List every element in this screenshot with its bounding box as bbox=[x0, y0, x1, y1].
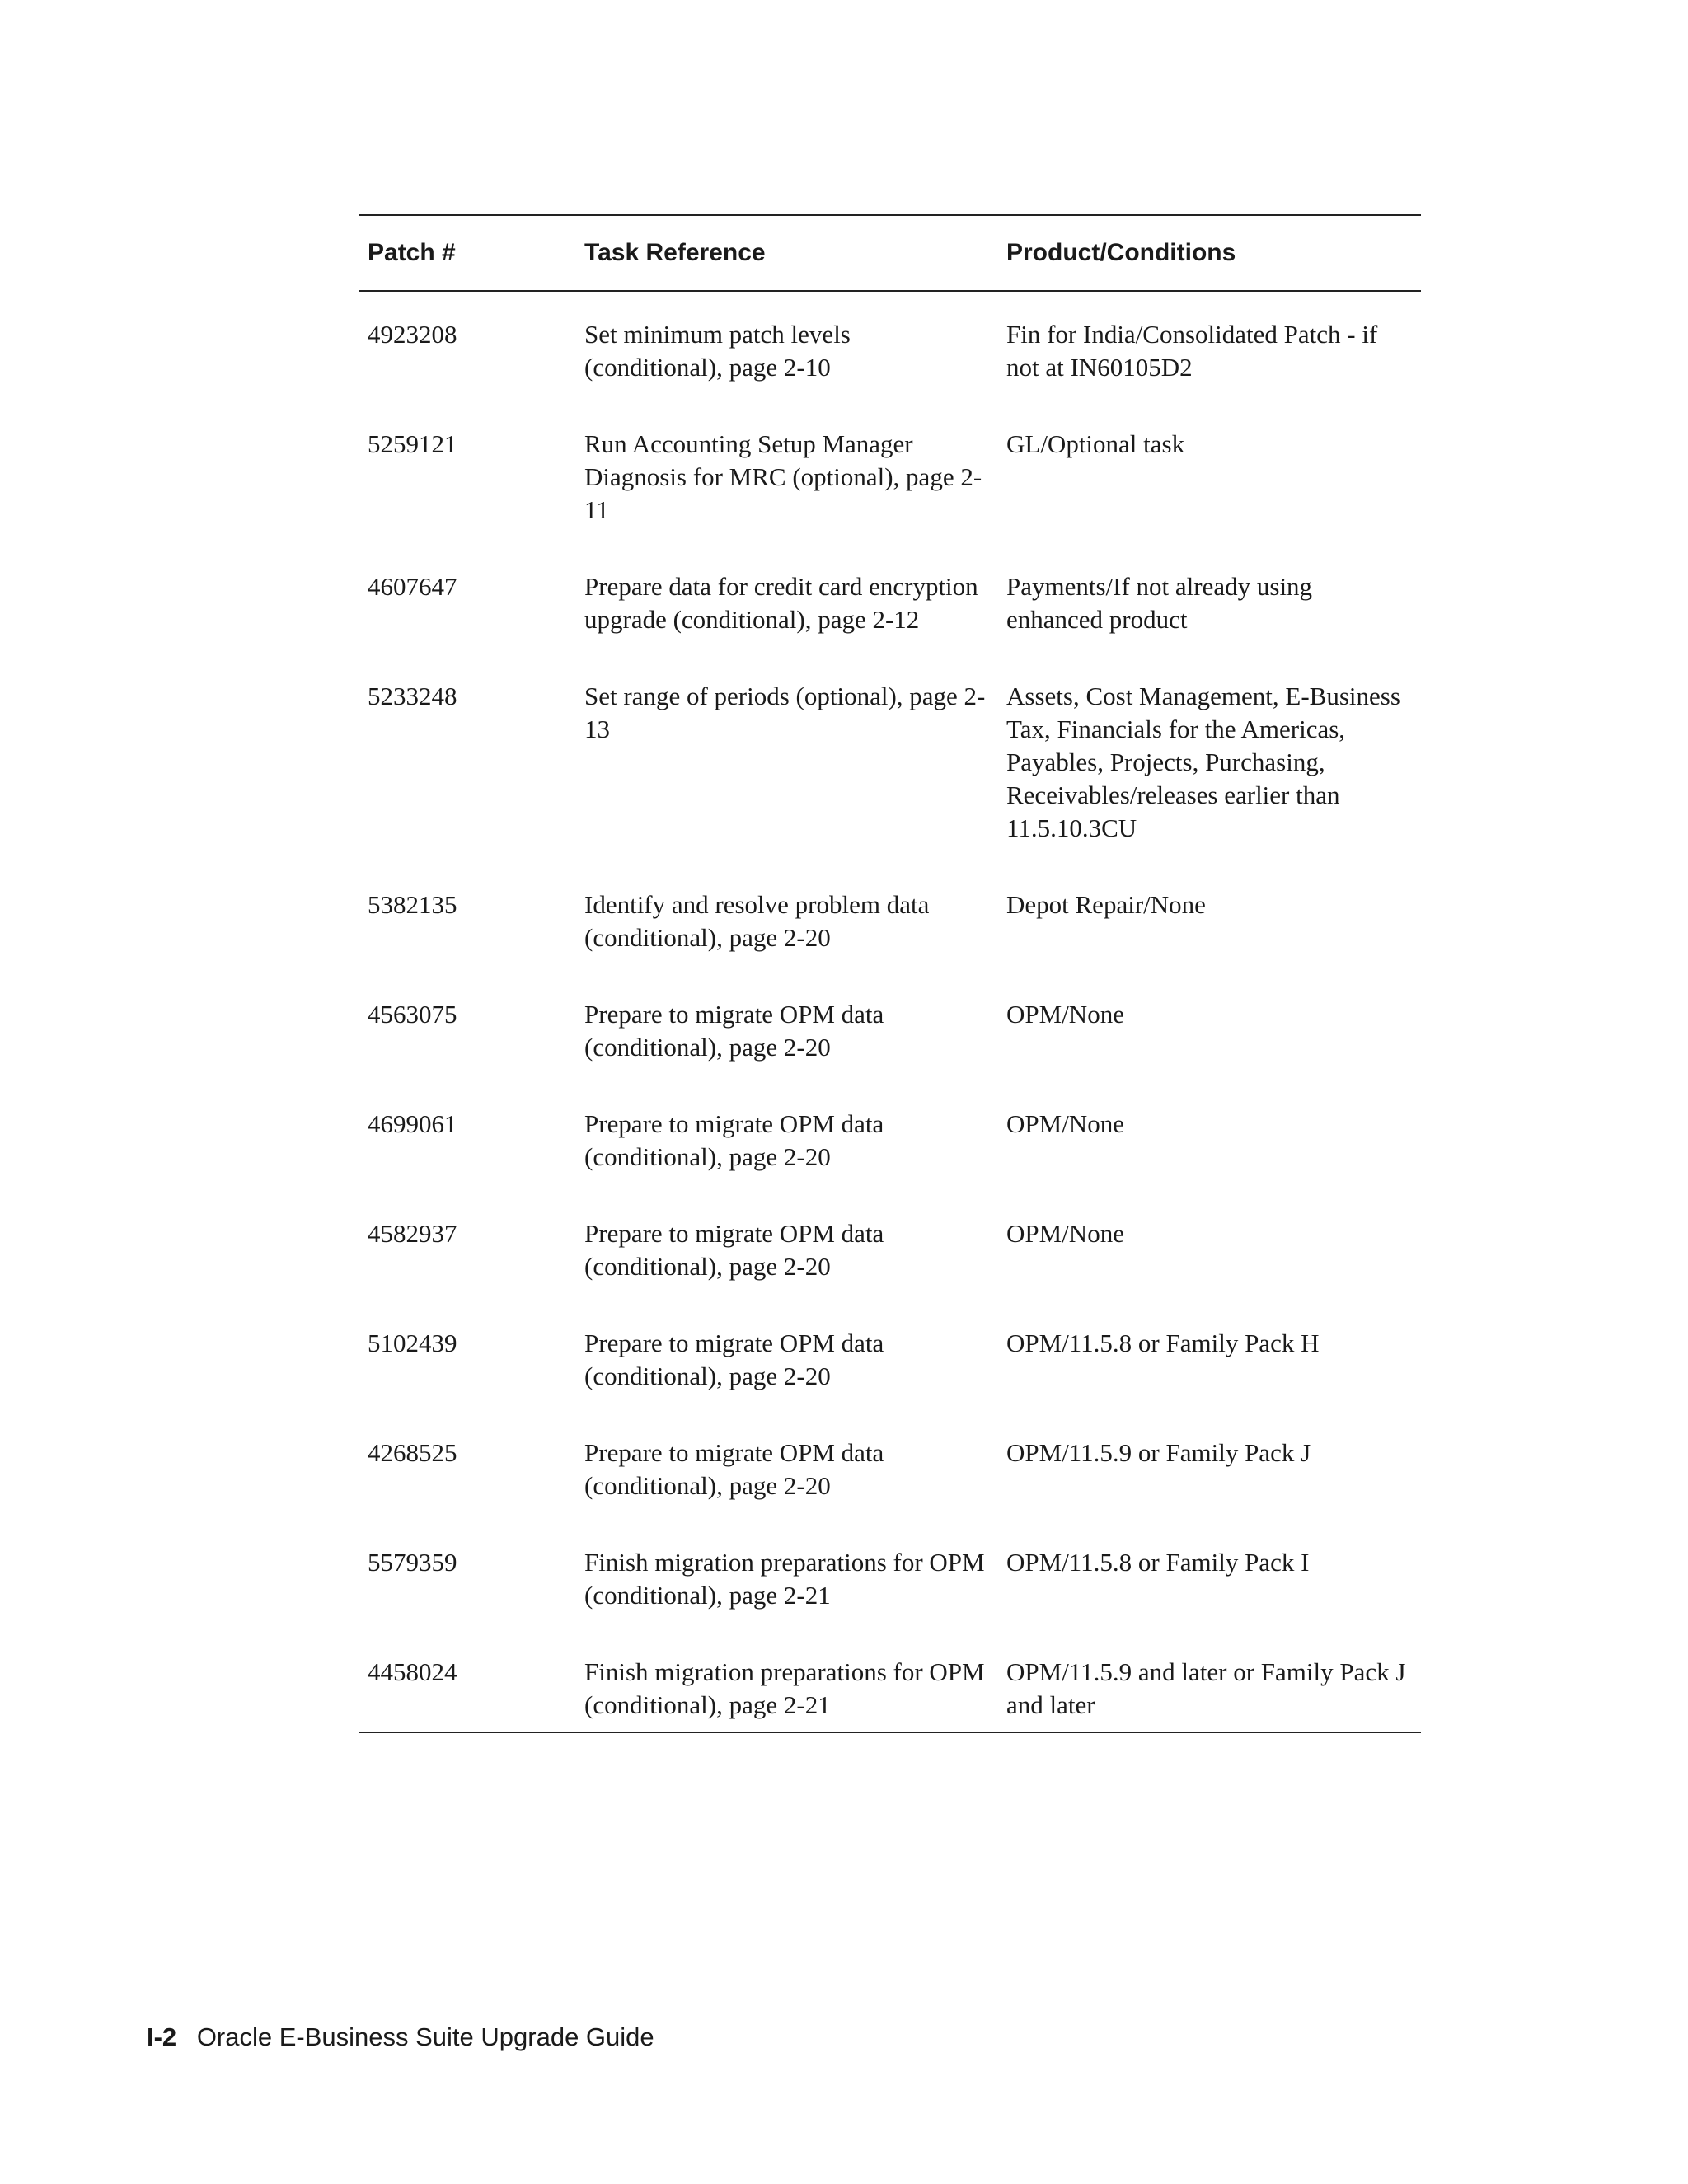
table-body bbox=[359, 292, 1421, 1732]
patch-number-cell: 4582937 bbox=[368, 1219, 457, 1248]
product-conditions-cell: OPM/11.5.8 or Family Pack H bbox=[1006, 1329, 1320, 1357]
table-row bbox=[359, 1217, 1421, 1283]
task-reference-link[interactable]: Set minimum patch levels (conditional), page 2-10 bbox=[584, 320, 851, 382]
task-reference-link[interactable]: Identify and resolve problem data (conditional), page 2-20 bbox=[584, 890, 930, 952]
page-footer bbox=[147, 2022, 654, 2052]
task-reference-link[interactable]: Prepare to migrate OPM data (conditional), page 2-20 bbox=[584, 1109, 884, 1171]
table-row bbox=[359, 998, 1421, 1064]
product-conditions-cell: Payments/If not already using enhanced product bbox=[1006, 572, 1313, 634]
header-task-reference: Task Reference bbox=[584, 239, 766, 266]
table-row bbox=[359, 1108, 1421, 1174]
header-product-conditions: Product/Conditions bbox=[1006, 239, 1236, 266]
table-row bbox=[359, 318, 1421, 384]
task-reference-link[interactable]: Finish migration preparations for OPM (conditional), page 2-21 bbox=[584, 1657, 985, 1719]
patch-table bbox=[359, 214, 1421, 1733]
patch-number-cell: 5233248 bbox=[368, 682, 457, 710]
table-row bbox=[359, 1656, 1421, 1722]
product-conditions-cell: OPM/11.5.9 or Family Pack J bbox=[1006, 1438, 1311, 1467]
product-conditions-cell: OPM/None bbox=[1006, 1109, 1124, 1138]
patch-number-cell: 4923208 bbox=[368, 320, 457, 349]
table-row bbox=[359, 680, 1421, 845]
table-bottom-rule bbox=[359, 1732, 1421, 1733]
table-row bbox=[359, 570, 1421, 636]
product-conditions-cell: OPM/None bbox=[1006, 1219, 1124, 1248]
patch-number-cell: 5102439 bbox=[368, 1329, 457, 1357]
patch-number-cell: 4699061 bbox=[368, 1109, 457, 1138]
page-number: I-2 bbox=[147, 2022, 177, 2051]
table-row bbox=[359, 1327, 1421, 1393]
product-conditions-cell: GL/Optional task bbox=[1006, 429, 1185, 458]
product-conditions-cell: OPM/None bbox=[1006, 1000, 1124, 1029]
product-conditions-cell: Fin for India/Consolidated Patch - if not at IN60105D2 bbox=[1006, 320, 1378, 382]
task-reference-link[interactable]: Prepare to migrate OPM data (conditional), page 2-20 bbox=[584, 1219, 884, 1281]
header-patch-number: Patch # bbox=[368, 239, 456, 266]
product-conditions-cell: OPM/11.5.8 or Family Pack I bbox=[1006, 1548, 1310, 1577]
patch-number-cell: 5259121 bbox=[368, 429, 457, 458]
product-conditions-cell: OPM/11.5.9 and later or Family Pack J and later bbox=[1006, 1657, 1406, 1719]
product-conditions-cell: Assets, Cost Management, E-Business Tax, Financials for the Americas, Payables, Projects, Purchasing, Receivables/releases earlier than 11.5.10.3CU bbox=[1006, 682, 1400, 842]
table-row bbox=[359, 1436, 1421, 1502]
task-reference-link[interactable]: Prepare to migrate OPM data (conditional), page 2-20 bbox=[584, 1438, 884, 1500]
task-reference-link[interactable]: Prepare to migrate OPM data (conditional), page 2-20 bbox=[584, 1329, 884, 1390]
table-row bbox=[359, 1546, 1421, 1612]
task-reference-link[interactable]: Finish migration preparations for OPM (conditional), page 2-21 bbox=[584, 1548, 985, 1610]
patch-number-cell: 5579359 bbox=[368, 1548, 457, 1577]
patch-number-cell: 4563075 bbox=[368, 1000, 457, 1029]
patch-number-cell: 5382135 bbox=[368, 890, 457, 919]
task-reference-link[interactable]: Prepare data for credit card encryption upgrade (conditional), page 2-12 bbox=[584, 572, 978, 634]
patch-number-cell: 4268525 bbox=[368, 1438, 457, 1467]
table-row bbox=[359, 428, 1421, 527]
task-reference-link[interactable]: Run Accounting Setup Manager Diagnosis for MRC (optional), page 2-11 bbox=[584, 429, 982, 524]
table-row bbox=[359, 888, 1421, 954]
product-conditions-cell: Depot Repair/None bbox=[1006, 890, 1206, 919]
task-reference-link[interactable]: Set range of periods (optional), page 2-13 bbox=[584, 682, 986, 743]
patch-number-cell: 4458024 bbox=[368, 1657, 457, 1686]
patch-number-cell: 4607647 bbox=[368, 572, 457, 601]
guide-title: Oracle E-Business Suite Upgrade Guide bbox=[196, 2022, 654, 2051]
task-reference-link[interactable]: Prepare to migrate OPM data (conditional), page 2-20 bbox=[584, 1000, 884, 1062]
table-header-row bbox=[359, 216, 1421, 290]
